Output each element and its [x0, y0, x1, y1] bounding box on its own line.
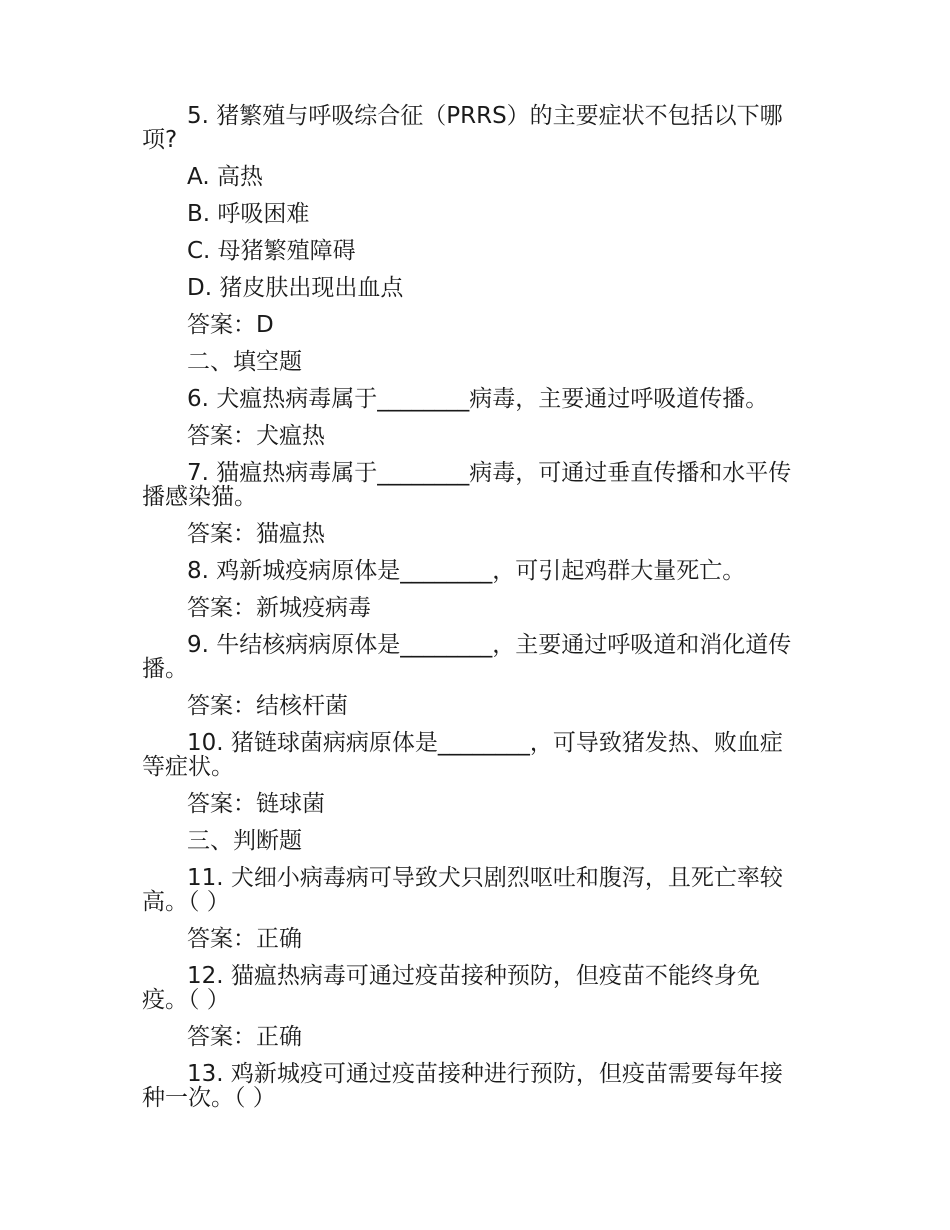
- option-b: B. 呼吸困难: [187, 201, 310, 227]
- question-11: 11. 犬细小病毒病可导致犬只剧烈呕吐和腹泻，且死亡率较高。（ ）: [142, 865, 783, 915]
- question-10: 10. 猪链球菌病病原体是________，可导致猪发热、败血症等症状。: [142, 730, 783, 780]
- section-heading-true-false: 三、判断题: [187, 828, 302, 854]
- answer-10: 答案：链球菌: [187, 791, 325, 817]
- question-6: 6. 犬瘟热病毒属于________病毒，主要通过呼吸道传播。: [187, 386, 769, 412]
- question-7: 7. 猫瘟热病毒属于________病毒，可通过垂直传播和水平传播感染猫。: [142, 460, 792, 510]
- answer-9: 答案：结核杆菌: [187, 693, 348, 719]
- answer-8: 答案：新城疫病毒: [187, 595, 371, 621]
- option-a: A. 高热: [187, 164, 263, 190]
- option-c: C. 母猪繁殖障碍: [187, 238, 356, 264]
- answer-12: 答案：正确: [187, 1024, 302, 1050]
- option-d: D. 猪皮肤出现出血点: [187, 275, 404, 301]
- section-heading-fill-blank: 二、填空题: [187, 349, 302, 375]
- question-5: 5. 猪繁殖与呼吸综合征（PRRS）的主要症状不包括以下哪项?: [142, 103, 783, 153]
- question-8: 8. 鸡新城疫病原体是________，可引起鸡群大量死亡。: [187, 558, 746, 584]
- answer-5: 答案：D: [187, 312, 274, 338]
- answer-11: 答案：正确: [187, 926, 302, 952]
- answer-7: 答案：猫瘟热: [187, 521, 325, 547]
- document-page: [142, 104, 804, 1123]
- answer-6: 答案：犬瘟热: [187, 423, 325, 449]
- question-9: 9. 牛结核病病原体是________，主要通过呼吸道和消化道传播。: [142, 632, 792, 682]
- question-13: 13. 鸡新城疫可通过疫苗接种进行预防，但疫苗需要每年接种一次。（ ）: [142, 1061, 783, 1111]
- question-12: 12. 猫瘟热病毒可通过疫苗接种预防，但疫苗不能终身免疫。（ ）: [142, 963, 760, 1013]
